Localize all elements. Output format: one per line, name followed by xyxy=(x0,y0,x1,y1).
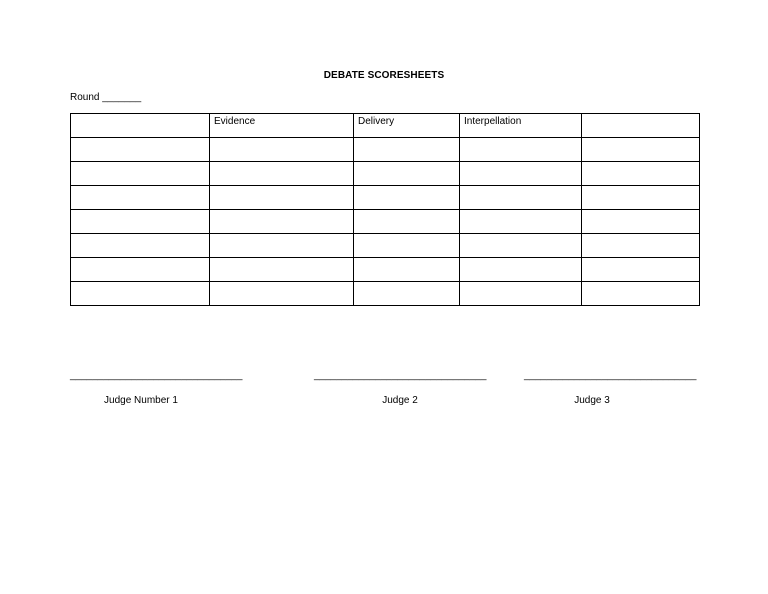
table-row xyxy=(71,138,700,162)
table-cell xyxy=(71,234,210,258)
table-cell xyxy=(71,186,210,210)
scoresheet-table xyxy=(70,113,700,306)
table-row xyxy=(71,234,700,258)
header-cell-evidence: Evidence xyxy=(210,114,354,138)
table-header-row xyxy=(71,114,700,138)
table-cell xyxy=(210,282,354,306)
table-cell xyxy=(354,186,460,210)
table-cell xyxy=(582,282,700,306)
round-field: Round _______ xyxy=(70,92,142,103)
table-cell xyxy=(354,162,460,186)
table-row xyxy=(71,210,700,234)
table-cell xyxy=(71,138,210,162)
table-cell xyxy=(210,162,354,186)
table-cell xyxy=(582,162,700,186)
table-row xyxy=(71,186,700,210)
table-cell xyxy=(460,258,582,282)
table-cell xyxy=(582,138,700,162)
header-cell-delivery: Delivery xyxy=(354,114,460,138)
table-cell xyxy=(354,234,460,258)
table-cell xyxy=(71,210,210,234)
judge-2-label: Judge 2 xyxy=(382,395,418,406)
table-cell xyxy=(210,186,354,210)
table-cell xyxy=(71,282,210,306)
table-cell xyxy=(460,186,582,210)
header-cell-blank-5 xyxy=(582,114,700,138)
table-cell xyxy=(354,138,460,162)
table-cell xyxy=(354,210,460,234)
table-row xyxy=(71,162,700,186)
table-cell xyxy=(210,234,354,258)
table-cell xyxy=(71,162,210,186)
header-cell-blank-1 xyxy=(71,114,210,138)
table-row xyxy=(71,258,700,282)
table-cell xyxy=(582,186,700,210)
table-cell xyxy=(460,234,582,258)
page-title: DEBATE SCORESHEETS xyxy=(323,70,445,81)
table-cell xyxy=(354,258,460,282)
table-cell xyxy=(354,282,460,306)
table-cell xyxy=(460,210,582,234)
table-cell xyxy=(582,234,700,258)
table-row xyxy=(71,282,700,306)
table-cell xyxy=(460,282,582,306)
judge-3-label: Judge 3 xyxy=(574,395,610,406)
judge-3-signature-line: _______________________________ xyxy=(524,370,697,381)
table-cell xyxy=(210,210,354,234)
table-cell xyxy=(71,258,210,282)
table-cell xyxy=(460,138,582,162)
table-cell xyxy=(582,210,700,234)
header-cell-interpellation: Interpellation xyxy=(460,114,582,138)
table-cell xyxy=(210,258,354,282)
table-cell xyxy=(210,138,354,162)
judge-1-label: Judge Number 1 xyxy=(104,395,178,406)
judge-2-signature-line: _______________________________ xyxy=(314,370,487,381)
judge-1-signature-line: _______________________________ xyxy=(70,370,243,381)
table-cell xyxy=(582,258,700,282)
table-cell xyxy=(460,162,582,186)
